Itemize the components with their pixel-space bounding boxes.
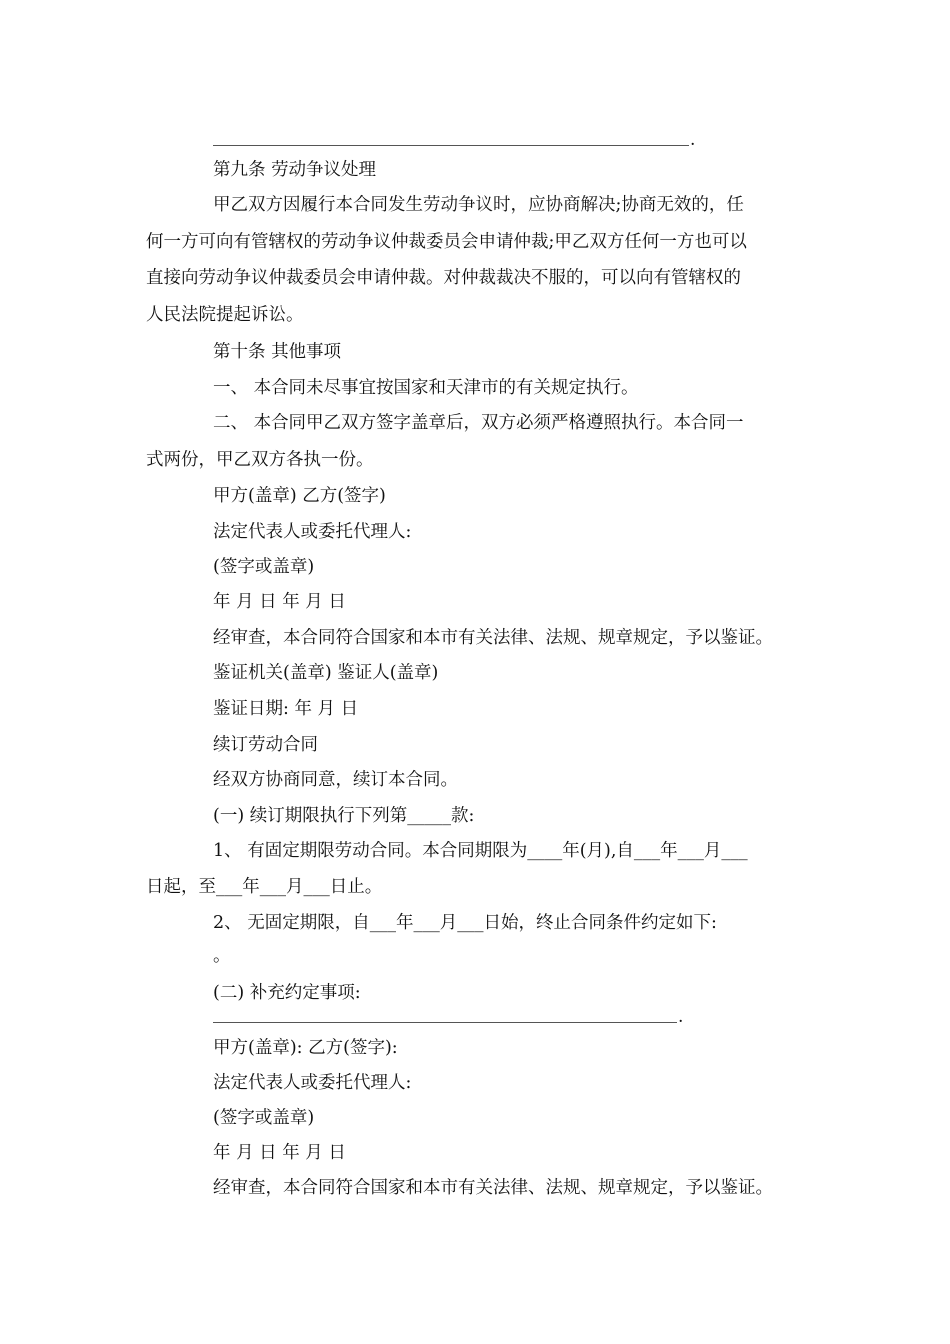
legal-representative: 法定代表人或委托代理人:: [213, 1073, 412, 1093]
renewal-open-term: 2、 无固定期限，自___年___月___日始，终止合同条件约定如下:: [213, 913, 717, 933]
legal-representative: 法定代表人或委托代理人:: [213, 522, 412, 542]
article-9-paragraph-cont: 何一方可向有管辖权的劳动争议仲裁委员会申请仲裁;甲乙双方任何一方也可以: [146, 232, 747, 252]
article-9-paragraph: 甲乙双方因履行本合同发生劳动争议时，应协商解决;协商无效的，任: [213, 195, 744, 215]
article-10-item-2-cont: 式两份，甲乙双方各执一份。: [146, 450, 374, 470]
signature-date: 年 月 日 年 月 日: [213, 1143, 346, 1163]
article-10-item-2: 二、 本合同甲乙双方签字盖章后，双方必须严格遵照执行。本合同一: [213, 413, 744, 433]
signature-parties: 甲方(盖章) 乙方(签字): [213, 486, 386, 506]
verification-text: 经审查，本合同符合国家和本市有关法律、法规、规章规定，予以鉴证。: [213, 1178, 773, 1198]
renewal-term-section: (一) 续订期限执行下列第_____款:: [213, 806, 475, 826]
renewal-fixed-term: 1、 有固定期限劳动合同。本合同期限为____年(月),自___年___月___: [213, 841, 748, 861]
rule-end-mark: .: [690, 130, 696, 150]
renewal-open-term-end: 。: [213, 946, 231, 966]
renewal-fixed-term-cont: 日起，至___年___月___日止。: [146, 877, 383, 897]
verification-organ: 鉴证机关(盖章) 鉴证人(盖章): [213, 663, 439, 683]
supplementary-terms: (二) 补充约定事项:: [213, 983, 361, 1003]
blank-rule: [213, 145, 689, 146]
signature-or-seal: (签字或盖章): [213, 1108, 315, 1128]
blank-rule: [213, 1022, 677, 1023]
signature-or-seal: (签字或盖章): [213, 557, 315, 577]
signature-parties: 甲方(盖章): 乙方(签字):: [213, 1038, 398, 1058]
article-9-paragraph-cont: 人民法院提起诉讼。: [146, 305, 304, 325]
signature-date: 年 月 日 年 月 日: [213, 592, 346, 612]
article-10-title: 第十条 其他事项: [213, 342, 342, 362]
article-10-item-1: 一、 本合同未尽事宜按国家和天津市的有关规定执行。: [213, 378, 639, 398]
article-9-title: 第九条 劳动争议处理: [213, 160, 377, 180]
verification-text: 经审查，本合同符合国家和本市有关法律、法规、规章规定，予以鉴证。: [213, 628, 773, 648]
verification-date: 鉴证日期: 年 月 日: [213, 699, 359, 719]
renewal-title: 续订劳动合同: [213, 735, 318, 755]
renewal-intro: 经双方协商同意，续订本合同。: [213, 770, 458, 790]
article-9-paragraph-cont: 直接向劳动争议仲裁委员会申请仲裁。对仲裁裁决不服的，可以向有管辖权的: [146, 268, 741, 288]
rule-end-mark: .: [678, 1007, 684, 1027]
